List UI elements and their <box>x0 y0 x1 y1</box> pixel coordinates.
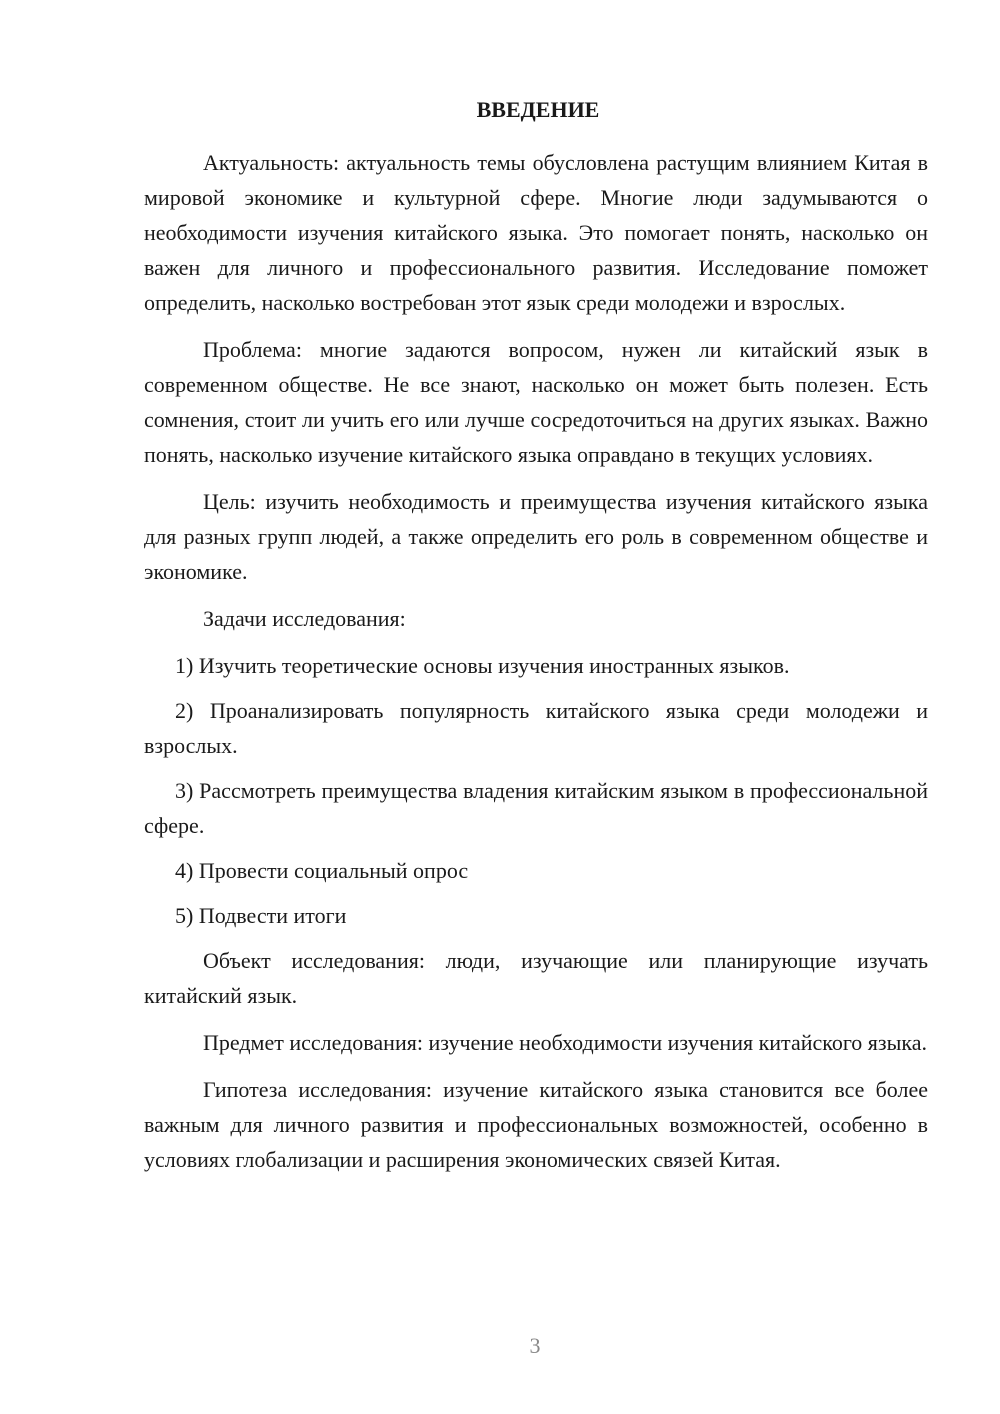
task-item: 5) Подвести итоги <box>175 903 347 928</box>
relevance-paragraph: Актуальность: актуальность темы обусловлена растущим влиянием Китая в мировой экономике и культурной сфере. Многие люди задумываются о необходимости изучения китайского языка. Это помогает понять, насколько он важен для личного и профессионального развития. Исследование поможет определить, насколько востребован этот язык среди молодежи и взрослых. <box>144 150 928 315</box>
task-item: 1) Изучить теоретические основы изучения иностранных языков. <box>175 653 790 678</box>
goal-paragraph: Цель: изучить необходимость и преимущества изучения китайского языка для разных групп людей, а также определить его роль в современном обществе и экономике. <box>144 489 928 584</box>
task-item: 2) Проанализировать популярность китайского языка среди молодежи и взрослых. <box>144 698 928 758</box>
task-item: 4) Провести социальный опрос <box>175 858 469 883</box>
page-number: 3 <box>529 1333 541 1358</box>
tasks-title: Задачи исследования: <box>203 606 406 631</box>
document-page <box>144 95 928 1189</box>
task-item: 3) Рассмотреть преимущества владения китайским языком в профессиональной сфере. <box>144 778 928 838</box>
hypothesis-paragraph: Гипотеза исследования: изучение китайского языка становится все более важным для личного развития и профессиональных возможностей, особенно в условиях глобализации и расширения экономических связей Китая. <box>144 1077 928 1172</box>
subject-paragraph: Предмет исследования: изучение необходимости изучения китайского языка. <box>203 1030 928 1055</box>
problem-paragraph: Проблема: многие задаются вопросом, нужен ли китайский язык в современном обществе. Не все знают, насколько он может быть полезен. Есть сомнения, стоит ли учить его или лучше сосредоточиться на других языках. Важно понять, насколько изучение китайского языка оправдано в текущих условиях. <box>144 337 928 467</box>
page-title: ВВЕДЕНИЕ <box>476 97 600 122</box>
object-paragraph: Объект исследования: люди, изучающие или планирующие изучать китайский язык. <box>144 948 928 1008</box>
